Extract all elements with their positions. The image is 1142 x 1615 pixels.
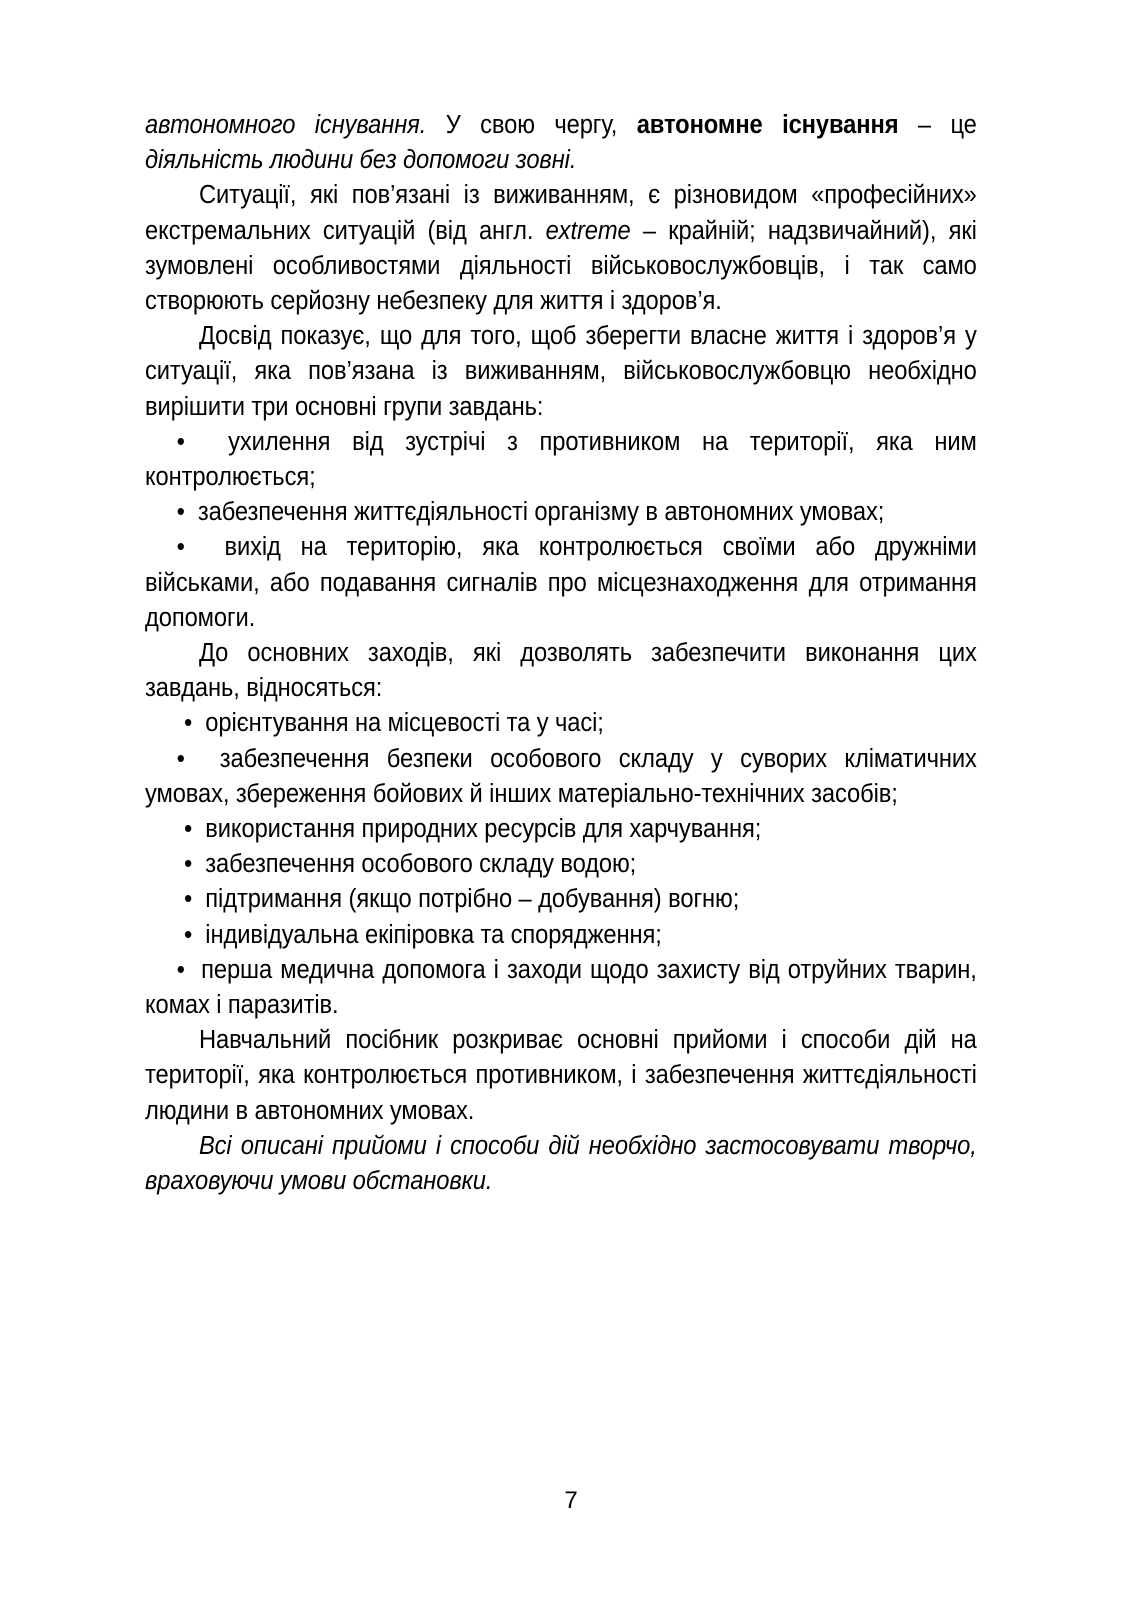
list-item <box>145 742 977 812</box>
bullet-icon: • <box>184 815 193 844</box>
run-regular: Досвід показує, що для того, щоб зберегти власне життя і здоров’я у ситуації, яка пов’язана із виживанням, військовослужбовцю необхідно вирішити три основні групи завдань: <box>145 322 977 421</box>
list-item <box>145 882 977 917</box>
bullet-icon: • <box>176 744 185 773</box>
list-item-label: орієнтування на місцевості та у часі; <box>205 709 604 738</box>
list-item-label: вихід на територію, яка контролюється своїми або дружніми військами, або подавання сигналів про місцезнаходження для отримання допомоги. <box>145 533 977 632</box>
bullet-icon: • <box>176 427 185 456</box>
list-item <box>145 812 977 847</box>
list-item <box>145 706 977 741</box>
paragraph-situations <box>145 178 977 319</box>
bullet-icon: • <box>176 498 185 527</box>
list-item <box>145 953 977 1023</box>
paragraph-closing-italic <box>145 1129 977 1199</box>
list-item <box>145 495 977 530</box>
list-item-label: індивідуальна екіпіровка та спорядження; <box>205 920 662 949</box>
list-item <box>145 918 977 953</box>
bullet-icon: • <box>184 920 193 949</box>
paragraph-continuation <box>145 108 977 178</box>
run-regular: Навчальний посібник розкриває основні прийоми і способи дій на території, яка контролюється противником, і забезпечення життєдіяльності людини в автономних умовах. <box>145 1026 977 1125</box>
run-bold: автономне існування <box>636 111 899 139</box>
paragraph-main-measures <box>145 636 977 706</box>
list-item-label: забезпечення життєдіяльності організму в автономних умовах; <box>197 498 885 527</box>
run-italic-extreme: extreme <box>545 216 631 245</box>
page-text-column <box>145 108 977 1199</box>
paragraph-manual-description <box>145 1023 977 1129</box>
run-regular: – крайній; надзвичайний), які зумовлені особливостями діяльності військовослужбовців, і так само створюють серйозну небезпеку для життя і здоров’я. <box>145 216 977 316</box>
bullet-icon: • <box>184 709 193 738</box>
paragraph-experience <box>145 319 977 425</box>
list-item-label: забезпечення безпеки особового складу у суворих кліматичних умовах, збереження бойових й інших матеріально-технічних засобів; <box>145 744 977 808</box>
run-regular: У свою чергу, <box>426 111 637 139</box>
run-italic: автономного існування. <box>145 111 427 139</box>
list-item-label: забезпечення особового складу водою; <box>205 850 637 879</box>
page-number: 7 <box>564 1487 578 1514</box>
list-item-label: ухилення від зустрічі з противником на території, яка ним контролюється; <box>145 427 977 492</box>
run-italic: Всі описані прийоми і способи дій необхідно застосовувати творчо, враховуючи умови обстановки. <box>145 1131 977 1196</box>
list-item-label: перша медична допомога і заходи щодо захисту від отруйних тварин, комах і паразитів. <box>145 955 977 1020</box>
bullet-icon: • <box>176 533 185 562</box>
list-item-label: використання природних ресурсів для харчування; <box>205 815 762 844</box>
bullet-icon: • <box>184 850 193 879</box>
run-regular: Ситуації, які пов’язані із виживанням, є різновидом «професійних» екстремальних ситуацій (від англ. <box>145 181 977 245</box>
run-regular: До основних заходів, які дозволять забезпечити виконання цих завдань, відносяться: <box>145 639 977 703</box>
run-italic: діяльність людини без допомоги зовні. <box>145 146 577 175</box>
list-item <box>145 847 977 882</box>
list-item <box>145 530 977 636</box>
bullet-icon: • <box>176 955 185 984</box>
run-regular: – це <box>898 111 977 139</box>
list-item <box>145 425 977 495</box>
list-item-label: підтримання (якщо потрібно – добування) вогню; <box>205 885 740 914</box>
bullet-icon: • <box>184 885 193 914</box>
